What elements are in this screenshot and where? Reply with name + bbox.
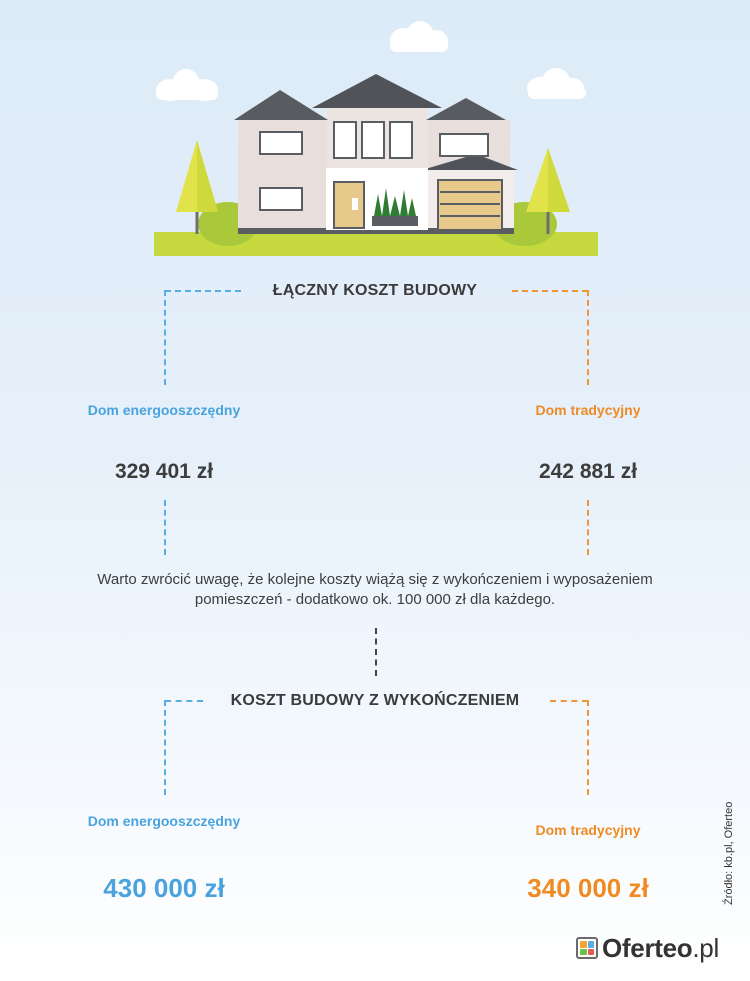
logo-tld: .pl <box>692 932 719 963</box>
energy-house-label: Dom energooszczędny <box>87 813 241 829</box>
center-connector <box>375 628 377 676</box>
energy-house-value: 329 401 zł <box>114 460 214 483</box>
right-connector <box>587 290 589 385</box>
traditional-house-label: Dom tradycyjny <box>535 402 641 418</box>
right-connector <box>587 500 589 555</box>
energy-house-total: 430 000 zł <box>103 873 225 903</box>
left-connector <box>164 290 166 385</box>
cloud-icon <box>156 69 218 101</box>
left-connector <box>164 500 166 555</box>
logo-text <box>602 933 719 964</box>
left-connector <box>164 700 166 795</box>
logo-brand: Oferteo <box>602 932 693 963</box>
section-heading: ŁĄCZNY KOSZT BUDOWY <box>272 282 478 299</box>
cloud-icon <box>390 21 448 52</box>
right-connector <box>587 700 589 795</box>
energy-house-label: Dom energooszczędny <box>87 402 241 418</box>
cloud-icon <box>527 68 586 99</box>
oferteo-logo <box>576 931 719 965</box>
traditional-house-label: Dom tradycyjny <box>535 822 641 838</box>
house-icon <box>150 10 610 260</box>
traditional-house-value: 242 881 zł <box>538 460 638 483</box>
source-note: Źródło: kb.pl, Oferteo <box>723 801 735 905</box>
note-text: Warto zwrócić uwagę, że kolejne koszty wiążą się z wykończeniem i wyposażeniem pomieszczeń - dodatkowo ok. 100 000 zł dla każdego. <box>97 571 653 608</box>
section-heading: KOSZT BUDOWY Z WYKOŃCZENIEM <box>230 692 520 709</box>
traditional-house-total: 340 000 zł <box>527 873 649 903</box>
logo-icon <box>576 937 598 959</box>
